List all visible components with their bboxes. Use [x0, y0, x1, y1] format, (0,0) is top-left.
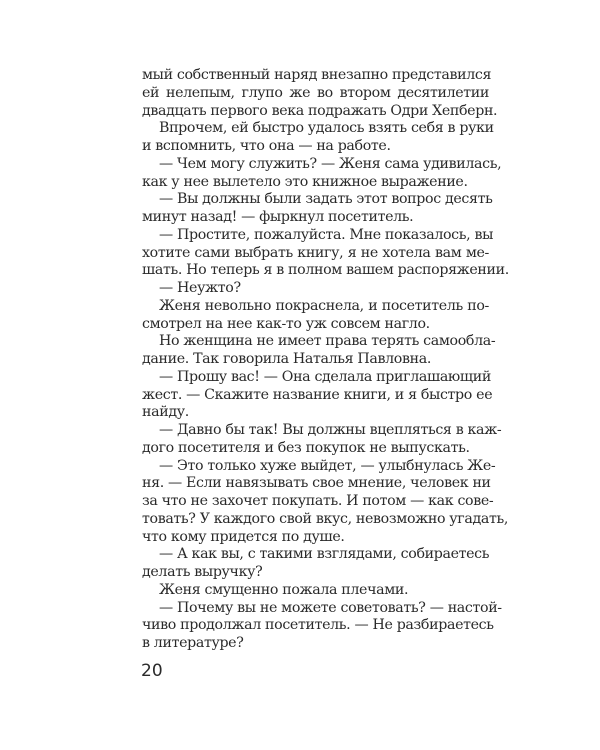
text-line: хотите сами выбрать книгу, я не хотела вам ме-: [142, 244, 489, 261]
text-line: — Прошу вас! — Она сделала приглашающий: [159, 368, 491, 385]
text-line: как у нее вылетело это книжное выражение.: [142, 173, 468, 190]
text-line: мый собственный наряд внезапно представился: [142, 67, 492, 83]
text-line: найду.: [142, 404, 189, 421]
text-line: шать. Но теперь я в полном вашем распоряжении.: [142, 262, 509, 279]
text-line: — Давно бы так! Вы должны вцепляться в каж-: [159, 422, 502, 438]
text-line: и вспомнить, что она — на работе.: [142, 138, 391, 154]
text-line: двадцать первого века подражать Одри Хепберн.: [142, 102, 498, 119]
text-line: чиво продолжал посетитель. — Не разбираетесь: [142, 617, 494, 634]
text-line: — Вы должны были задать этот вопрос десять: [159, 191, 493, 208]
text-line: Женя смущенно пожала плечами.: [159, 581, 409, 598]
page-body-text: [142, 67, 509, 653]
text-line: Но женщина не имеет права терять самообла-: [159, 333, 496, 350]
text-line: Женя невольно покраснела, и посетитель по-: [159, 297, 489, 314]
page-number: 20: [141, 661, 163, 681]
text-line: — Чем могу служить? — Женя сама удивилась,: [159, 155, 502, 172]
text-line: что кому придется по душе.: [142, 528, 345, 545]
text-line: — Почему вы не можете советовать? — настой-: [159, 599, 502, 616]
text-line: дого посетителя и без покупок не выпускать.: [142, 439, 470, 456]
text-line: Впрочем, ей быстро удалось взять себя в руки: [159, 120, 494, 137]
text-line: — Простите, пожалуйста. Мне показалось, вы: [159, 226, 494, 243]
text-line: — А как вы, с такими взглядами, собираетесь: [159, 546, 490, 563]
text-line: — Это только хуже выйдет, — улыбнулась Же-: [159, 457, 496, 474]
text-line: — Неужто?: [159, 280, 241, 296]
text-line: жест. — Скажите название книги, и я быстро ее: [142, 386, 493, 403]
text-line: за что не захочет покупать. И потом — как сове-: [142, 493, 494, 509]
text-line: смотрел на нее как-то уж совсем нагло.: [142, 315, 430, 332]
text-line: ня. — Если навязывать свое мнение, человек ни: [142, 475, 491, 492]
text-line: товать? У каждого свой вкус, невозможно угадать,: [142, 510, 509, 527]
text-line: ей нелепым, глупо же во втором десятилетии: [142, 84, 489, 101]
text-line: минут назад! — фыркнул посетитель.: [142, 209, 414, 225]
text-line: в литературе?: [142, 635, 244, 651]
text-line: делать выручку?: [142, 564, 263, 580]
text-line: дание. Так говорила Наталья Павловна.: [142, 351, 432, 367]
